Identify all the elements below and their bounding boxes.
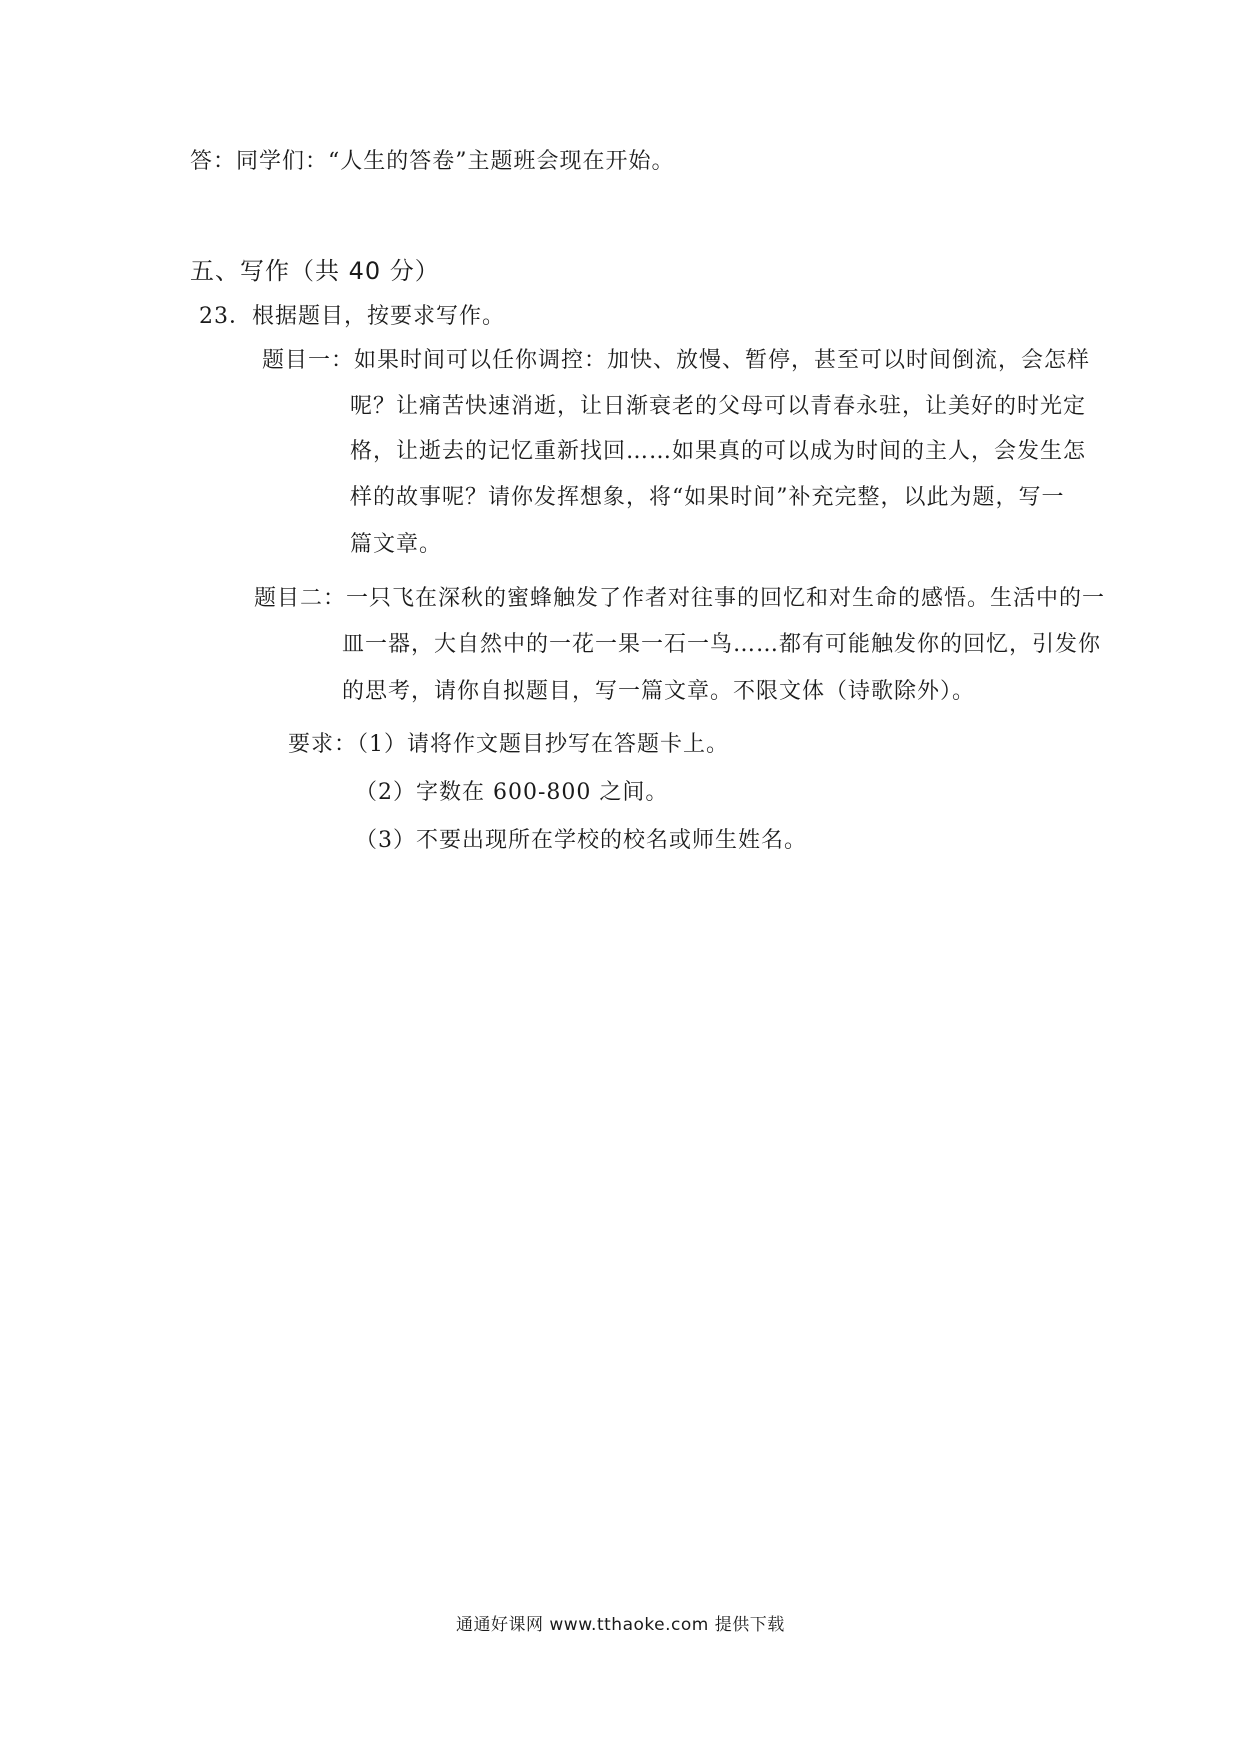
topic-one-line: 篇文章。: [350, 532, 443, 557]
topic-one-line: 呢？让痛苦快速消逝，让日渐衰老的父母可以青春永驻，让美好的时光定: [350, 394, 1087, 419]
topic-two-line: 的思考，请你自拟题目，写一篇文章。不限文体（诗歌除外）。: [342, 679, 976, 704]
topic-two-line: 题目二：一只飞在深秋的蜜蜂触发了作者对往事的回忆和对生命的感悟。生活中的一: [254, 586, 1106, 611]
requirement-line: （2）字数在 600-800 之间。: [355, 780, 669, 805]
section-heading: 五、写作（共 40 分）: [190, 257, 440, 285]
topic-one-line: 格，让逝去的记忆重新找回……如果真的可以成为时间的主人，会发生怎: [350, 439, 1087, 464]
requirement-line: 要求：（1）请将作文题目抄写在答题卡上。: [288, 732, 729, 757]
answer-line: 答：同学们：“人生的答卷”主题班会现在开始。: [190, 149, 675, 174]
topic-one-line: 题目一：如果时间可以任你调控：加快、放慢、暂停，甚至可以时间倒流，会怎样: [262, 348, 1091, 373]
topic-one-line: 样的故事呢？请你发挥想象，将“如果时间”补充完整，以此为题，写一: [350, 485, 1065, 510]
question-prompt: 23．根据题目，按要求写作。: [199, 304, 505, 329]
requirement-line: （3）不要出现所在学校的校名或师生姓名。: [355, 828, 807, 853]
footer-download-note: 通通好课网 www.tthaoke.com 提供下载: [456, 1615, 785, 1635]
topic-two-line: 皿一器，大自然中的一花一果一石一鸟……都有可能触发你的回忆，引发你: [342, 632, 1102, 657]
